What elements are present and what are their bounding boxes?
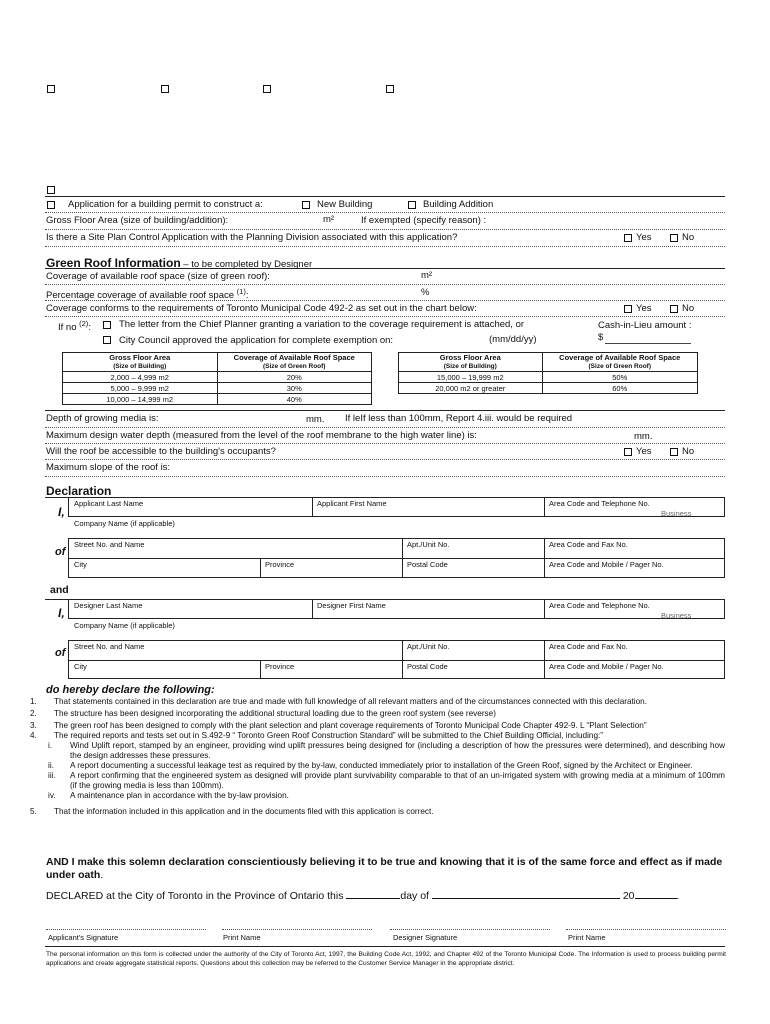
accessible-no-checkbox[interactable] <box>670 448 678 456</box>
designer-fax-label: Area Code and Fax No. <box>549 642 628 651</box>
designer-business-label: Business <box>661 611 692 620</box>
declaration-list <box>22 697 725 817</box>
new-building-checkbox[interactable] <box>302 201 310 209</box>
conforms-yes-checkbox[interactable] <box>624 305 632 313</box>
solemn-declaration: AND I make this solemn declaration conscientiously believing it to be true and knowing that it is of the same force and effect as if made under oath. <box>46 856 723 881</box>
applicant-postal-label: Postal Code <box>407 560 448 569</box>
applicant-apt-label: Apt./Unit No. <box>407 540 450 549</box>
app-label: Application for a building permit to construct a: <box>68 199 263 210</box>
applicant-mobile-label: Area Code and Mobile / Pager No. <box>549 560 664 569</box>
declared-line: DECLARED at the City of Toronto in the Province of Ontario this day of 20 . <box>46 890 680 902</box>
if-no-label: If no $^{(2)}$: <box>58 319 91 334</box>
section-checkbox[interactable] <box>47 186 55 194</box>
coverage-unit: m² <box>421 270 433 281</box>
applicant-signature-label: Applicant's Signature <box>48 933 119 942</box>
cash-dollar-sign: $ <box>598 332 604 343</box>
chief-planner-letter-label: The letter from the Chief Planner granting a variation to the coverage requirement is attached, or <box>119 319 525 330</box>
list-item: 5. That the information included in this application and in the documents filed with this application is correct. <box>30 807 434 816</box>
top-checkbox-2[interactable] <box>161 85 169 93</box>
table-row: 20,000 m2 or greater 60% <box>399 383 698 394</box>
designer-apt-label: Apt./Unit No. <box>407 642 450 651</box>
designer-city-label: City <box>74 662 87 671</box>
applicant-city-label: City <box>74 560 87 569</box>
site-plan-yes-checkbox[interactable] <box>624 234 632 242</box>
accessible-yes-label: Yes <box>636 446 652 457</box>
applicant-business-label: Business <box>661 509 692 518</box>
depth-label: Depth of growing media is: <box>46 413 159 424</box>
designer-company-label: Company Name (if applicable) <box>74 621 175 630</box>
top-checkbox-1[interactable] <box>47 85 55 93</box>
list-item: 2. The structure has been designed incorporating the additional structural loading due to the green roof system (see reverse) <box>30 709 496 718</box>
gfa-label: Gross Floor Area (size of building/addition): <box>46 215 229 226</box>
conforms-no-label: No <box>682 303 695 314</box>
top-checkbox-3[interactable] <box>263 85 271 93</box>
designer-last-name-label: Designer Last Name <box>74 601 143 610</box>
designer-province-label: Province <box>265 662 295 671</box>
accessible-no-label: No <box>682 446 695 457</box>
depth-note: If leIf less than 100mm, Report 4.iii. would be required <box>345 413 573 424</box>
chief-planner-letter-checkbox[interactable] <box>103 321 111 329</box>
and-label: and <box>50 584 69 596</box>
designer-i-label: I, <box>58 606 65 620</box>
percentage-label: Percentage coverage of available roof space $^{(1)}$: <box>46 287 249 302</box>
list-item: ii. A report documenting a successful leakage test as required by the by-law, conducted immediately prior to installation of the Green Roof, signed by the Architect or Engineer. <box>48 761 693 770</box>
designer-postal-label: Postal Code <box>407 662 448 671</box>
coverage-table-right: Gross Floor Area (Size of Building) Coverage of Available Roof Space (Size of Green Roof) 15,000 – 19,999 m2 50% 20,000 m2 or greater 60% <box>398 352 698 394</box>
conforms-no-checkbox[interactable] <box>670 305 678 313</box>
building-addition-label: Building Addition <box>423 199 494 210</box>
list-item: i. Wind Uplift report, stamped by an engineer, providing wind uplift pressures being designed for (including a description of how the pressures were determined), and describing how the design addresses these pressures. <box>48 741 725 760</box>
council-exemption-checkbox[interactable] <box>103 336 111 344</box>
declare-heading: do hereby declare the following: <box>46 684 215 696</box>
new-building-label: New Building <box>317 199 373 210</box>
coverage-table-left: Gross Floor Area (Size of Building) Coverage of Available Roof Space (Size of Green Roof) 2,000 – 4,999 m2 20% 5,000 – 9,999 m2 30% 10,000 – 14,999 m2 40% <box>62 352 372 405</box>
applicant-telephone-label: Area Code and Telephone No. <box>549 499 650 508</box>
gfa-unit: m² <box>323 214 335 225</box>
applicant-street-label: Street No. and Name <box>74 540 145 549</box>
exempt-label: If exempted (specify reason) : <box>361 215 487 226</box>
applicant-print-name-label: Print Name <box>223 933 261 942</box>
designer-telephone-label: Area Code and Telephone No. <box>549 601 650 610</box>
table-row: 2,000 – 4,999 m2 20% <box>63 372 372 383</box>
council-exemption-label: City Council approved the application for complete exemption on: <box>119 335 394 346</box>
applicant-last-name-label: Applicant Last Name <box>74 499 144 508</box>
site-plan-no-checkbox[interactable] <box>670 234 678 242</box>
top-checkbox-4[interactable] <box>386 85 394 93</box>
list-item: iv. A maintenance plan in accordance with the by-law provision. <box>48 791 289 800</box>
site-plan-question: Is there a Site Plan Control Application with the Planning Division associated with this application? <box>46 232 458 243</box>
conforms-yes-label: Yes <box>636 303 652 314</box>
designer-street-label: Street No. and Name <box>74 642 145 651</box>
list-item: iii. A report confirming that the engineered system as designed will provide plant survivability comparable to that of an un-irrigated system with growing media at a minimum of 100mm (if the growing media is less than 100mm). <box>48 771 725 790</box>
site-plan-yes-label: Yes <box>636 232 652 243</box>
table-row: 5,000 – 9,999 m2 30% <box>63 383 372 394</box>
app-checkbox[interactable] <box>47 201 55 209</box>
slope-label: Maximum slope of the roof is: <box>46 462 171 473</box>
designer-of-label: of <box>55 647 66 659</box>
green-roof-title: Green Roof Information – to be completed by Designer <box>46 256 313 270</box>
applicant-first-name-label: Applicant First Name <box>317 499 387 508</box>
cash-in-lieu-label: Cash-in-Lieu amount : <box>598 320 692 331</box>
coverage-label: Coverage of available roof space (size of green roof): <box>46 271 270 282</box>
applicant-company-label: Company Name (if applicable) <box>74 519 175 528</box>
accessible-yes-checkbox[interactable] <box>624 448 632 456</box>
max-water-label: Maximum design water depth (measured from the level of the roof membrane to the high water line) is: <box>46 430 477 441</box>
percentage-unit: % <box>421 287 430 298</box>
applicant-province-label: Province <box>265 560 295 569</box>
depth-unit: mm. <box>306 414 325 425</box>
table-row: 10,000 – 14,999 m2 40% <box>63 394 372 405</box>
designer-signature-label: Designer Signature <box>393 933 458 942</box>
conforms-question: Coverage conforms to the requirements of Toronto Municipal Code 492-2 as set out in the chart below: <box>46 303 477 314</box>
max-water-unit: mm. <box>634 431 653 442</box>
designer-print-name-label: Print Name <box>568 933 606 942</box>
site-plan-no-label: No <box>682 232 695 243</box>
accessible-question: Will the roof be accessible to the building's occupants? <box>46 446 276 457</box>
declaration-title: Declaration <box>46 484 112 498</box>
list-item: 1. That statements contained in this declaration are true and made with full knowledge of all relevant matters and of the circumstances connected with this declaration. <box>30 697 648 706</box>
applicant-i-label: I, <box>58 505 65 519</box>
list-item: 4. The required reports and tests set out in S.492-9 “ Toronto Green Roof Construction Standard” will be submitted to the Chief Building Official, including:” <box>30 731 604 740</box>
privacy-footer: The personal information on this form is collected under the authority of the City of Toronto Act, 1997, the Building Code Act, 1992, and Chapter 492 of the Toronto Municipal Code. The Information is used to process building permit applications and create aggregate statistical reports. Questions about this collection may be referred to the Customer Service Manager in the appropriate district. <box>46 951 726 967</box>
list-item: 3. The green roof has been designed to comply with the plant selection and plant coverage requirements of Toronto Municipal Code Chapter 492-9. L “Plant Selection” <box>30 721 647 730</box>
designer-mobile-label: Area Code and Mobile / Pager No. <box>549 662 664 671</box>
applicant-fax-label: Area Code and Fax No. <box>549 540 628 549</box>
table-row: 15,000 – 19,999 m2 50% <box>399 372 698 383</box>
applicant-of-label: of <box>55 546 66 558</box>
building-addition-checkbox[interactable] <box>408 201 416 209</box>
date-format: (mm/dd/yy) <box>489 334 537 345</box>
designer-first-name-label: Designer First Name <box>317 601 386 610</box>
